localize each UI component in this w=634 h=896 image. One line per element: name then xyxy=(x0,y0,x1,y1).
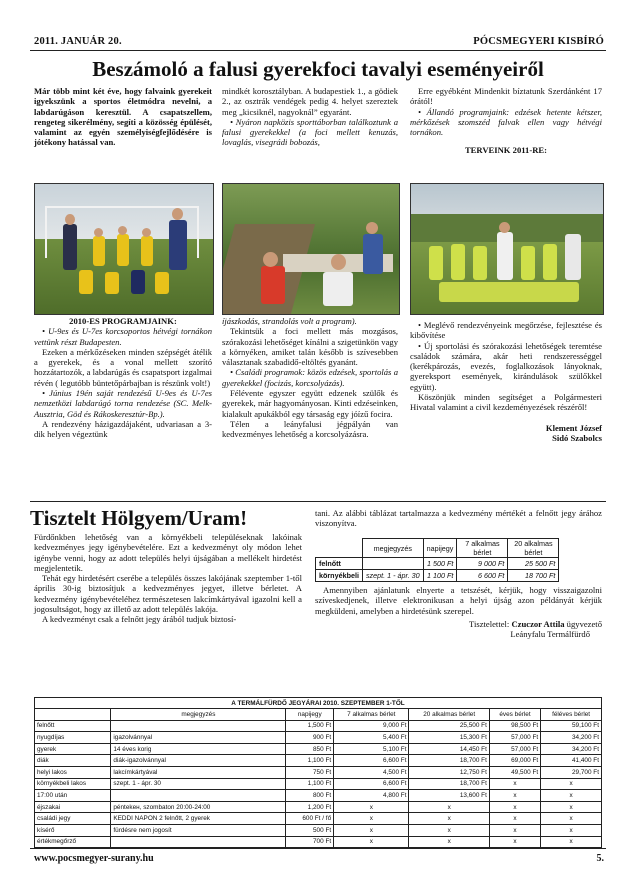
small-cell: 1 100 Ft xyxy=(423,570,457,582)
signature-1: Klement József xyxy=(545,422,602,433)
site-url: www.pocsmegyer-surany.hu xyxy=(34,853,154,864)
price-table-cell: x xyxy=(334,836,409,848)
price-table-cell: x xyxy=(409,824,489,836)
signature-2: Sidó Szabolcs xyxy=(552,432,602,443)
col2-p1: íjászkodás, strandolás volt a program). xyxy=(222,316,357,326)
small-cell: felnőtt xyxy=(316,558,363,570)
price-table-cell: környékbeli lakos xyxy=(35,778,111,790)
footer-rule xyxy=(30,848,606,849)
price-table-row xyxy=(35,720,602,732)
photo-players xyxy=(410,183,604,315)
price-table-cell: 900 Ft xyxy=(286,732,334,744)
price-table-row xyxy=(35,778,602,790)
letter-p3: A kedvezményt csak a felnőtt jegy árából tudjuk biztosí- xyxy=(42,614,237,625)
small-th-1: megjegyzés xyxy=(362,539,423,558)
price-table-cell: helyi lakos xyxy=(35,766,111,778)
price-table-cell: lakcímkártyával xyxy=(111,766,286,778)
price-table-cell: 34,200 Ft xyxy=(541,743,602,755)
price-table-header-cell: 7 alkalmas bérlet xyxy=(334,709,409,721)
letter-right-bottom xyxy=(315,585,602,639)
price-table-cell: 600 Ft / fő xyxy=(286,813,334,825)
price-table-cell: x xyxy=(489,824,540,836)
price-table-header-cell: éves bérlet xyxy=(489,709,540,721)
small-th-3: 7 alkalmas bérlet xyxy=(457,539,508,558)
price-table-cell: diák xyxy=(35,755,111,767)
price-table-cell: 9,000 Ft xyxy=(334,720,409,732)
letter-p5: Amennyiben ajánlatunk elnyerte a tetszését, kérjük, hogy visszaigazolni szíveskedjenek, illetve elektronikusan a helyi újság azon példányát kérjük megküldeni, amelyben a hirdetésünk szerepel. xyxy=(315,585,602,616)
lead-paragraph: Már több mint két éve, hogy falvaink gyerekeit igyekszünk a sportos életmódra nevelni, a labdarúgáson keresztül. A csapatszellem, rengeteg sikerélmény, segíti a közösség épülését, valamint az egyén személyiségfejlődésére is jótékony hatással van. xyxy=(34,86,212,148)
price-table-cell: 1,100 Ft xyxy=(286,755,334,767)
price-table-cell: 17:00 után xyxy=(35,790,111,802)
price-table-header xyxy=(35,709,602,721)
col2-p4: Félévente egyszer együtt edzenek szülők és gyerekek, már hagyományosan. Kinti edzéseinken, kialakult apukákból egy társaság egy jóízű focira. xyxy=(222,388,398,419)
section-rule xyxy=(30,501,606,502)
publication-name: PÓCSMEGYERI KISBÍRÓ xyxy=(473,36,604,47)
price-table-caption: A TERMÁLFÜRDŐ JEGYÁRAI 2010. SZEPTEMBER 1-TŐL xyxy=(35,698,602,709)
price-table-header-cell: megjegyzés xyxy=(111,709,286,721)
price-table-cell: gyerek xyxy=(35,743,111,755)
price-table-cell: 18,700 Ft xyxy=(409,755,489,767)
letter-title: Tisztelt Hölgyem/Uram! xyxy=(30,506,248,530)
price-table-cell: x xyxy=(334,801,409,813)
small-cell: 9 000 Ft xyxy=(457,558,508,570)
price-table-cell: 800 Ft xyxy=(286,790,334,802)
letter-signoff xyxy=(315,619,602,629)
price-table-cell: KEDDI NAPON 2 felnőtt, 2 gyerek xyxy=(111,813,286,825)
price-table-row xyxy=(35,766,602,778)
small-cell: 6 600 Ft xyxy=(457,570,508,582)
price-table-cell: 15,300 Ft xyxy=(409,732,489,744)
price-table-cell: 5,400 Ft xyxy=(334,732,409,744)
col1-p3: • Június 19én saját rendezésű U-9es és U-7es nemzetközi labdarúgó torna rendezése (SC. Melk-Ausztria, Göd és Rákoskeresztúr-Bp.). xyxy=(34,388,212,419)
programs-heading: 2010-ES PROGRAMJAINK: xyxy=(69,316,177,326)
signer-role: ügyvezető xyxy=(566,618,602,629)
letter-p4: tani. Az alábbi táblázat tartalmazza a kedvezmény mértékét a felnőtt jegy árához viszonyítva. xyxy=(315,508,602,529)
price-table-cell: értékmegőrző xyxy=(35,836,111,848)
article-lead xyxy=(34,86,212,148)
price-table-cell: éjszakai xyxy=(35,801,111,813)
price-table-cell: fürdésre nem jogosít xyxy=(111,824,286,836)
price-table-header-cell xyxy=(35,709,111,721)
price-table-cell: 14 éves korig xyxy=(111,743,286,755)
price-table-cell: nyugdíjas xyxy=(35,732,111,744)
price-table-cell xyxy=(111,836,286,848)
small-th-4: 20 alkalmas bérlet xyxy=(508,539,559,558)
price-table-cell: 6,600 Ft xyxy=(334,778,409,790)
price-table-row xyxy=(35,743,602,755)
discount-table xyxy=(315,538,559,582)
price-table-cell: x xyxy=(334,824,409,836)
price-table-cell: x xyxy=(541,778,602,790)
col2-top xyxy=(222,86,398,148)
letter-p1: Fürdőnkben lehetőség van a környékbeli településeknak lakóinak kedvezményes jegy igénybevételére. Ezt a kedvezményt oly módon lehet igénybe venni, hogy az adott település helyi újságában a mellékelt hirdetést megjelentetik. xyxy=(34,532,302,573)
letter-right-top xyxy=(315,508,602,529)
price-table-cell: 29,700 Ft xyxy=(541,766,602,778)
col1-lower xyxy=(34,316,212,440)
price-table-cell: 49,500 Ft xyxy=(489,766,540,778)
col2-top-b: • Nyáron napközis sporttáborban találkoztunk a falusi gyerekekkel (a foci mellett kenuzás, lovaglás, visegrádi bobozás, xyxy=(222,116,398,148)
price-table-cell: x xyxy=(489,813,540,825)
price-table-cell: 750 Ft xyxy=(286,766,334,778)
price-table-cell: x xyxy=(409,801,489,813)
price-table-cell: 69,000 Ft xyxy=(489,755,540,767)
col2-p5: Télen a leányfalusi jégpályán van kedvezményes lehetőség a korcsolyázásra. xyxy=(222,418,398,440)
price-table-cell: 57,000 Ft xyxy=(489,743,540,755)
price-table-cell: 13,600 Ft xyxy=(409,790,489,802)
price-table-cell: 500 Ft xyxy=(286,824,334,836)
price-table-cell: 59,100 Ft xyxy=(541,720,602,732)
price-table-cell: igazolvánnyal xyxy=(111,732,286,744)
article-title: Beszámoló a falusi gyerekfoci tavalyi eseményeiről xyxy=(92,57,544,81)
price-table-cell: x xyxy=(334,813,409,825)
price-table-cell: 12,750 Ft xyxy=(409,766,489,778)
price-table-cell: x xyxy=(541,824,602,836)
photo-team xyxy=(34,183,214,315)
header-rule xyxy=(30,50,606,51)
price-table-cell xyxy=(111,720,286,732)
company-name: Leányfalu Termálfürdő xyxy=(510,629,590,640)
small-th-2: napijegy xyxy=(423,539,457,558)
small-cell: 18 700 Ft xyxy=(508,570,559,582)
col1-p1: • U-9es és U-7es korcsoportos hétvégi tornákon vettünk részt Budapesten. xyxy=(34,326,212,347)
price-table-cell: diák-igazolvánnyal xyxy=(111,755,286,767)
price-table-cell: kísérő xyxy=(35,824,111,836)
price-table-cell: x xyxy=(541,836,602,848)
price-table-cell: 18,700 Ft xyxy=(409,778,489,790)
price-table-cell: családi jegy xyxy=(35,813,111,825)
price-table-cell: 57,000 Ft xyxy=(489,732,540,744)
price-table-cell: 34,200 Ft xyxy=(541,732,602,744)
price-table-cell: x xyxy=(409,813,489,825)
price-table-cell: szept. 1 - ápr. 30 xyxy=(111,778,286,790)
col3-p2: • Új sportolási és szórakozási lehetőségek teremtése családok számára, akár heti rendszerességgel (kerékpározás, evezés, foglalkozások lányoknak, gyereksport események, kirándulások szülőkkel együtt). xyxy=(410,340,602,392)
price-table-cell: 4,800 Ft xyxy=(334,790,409,802)
signer-name: Czuczor Attila xyxy=(511,618,565,629)
photo-camp xyxy=(222,183,400,315)
price-table-cell: 850 Ft xyxy=(286,743,334,755)
col3-p3: Köszönjük minden segítséget a Polgármesteri Hivatal valamint a civil kezdeményezések részéről! xyxy=(410,392,602,413)
col3-top-a: Erre egyébként Mindenkit bíztatunk Szerdánként 17 órától! xyxy=(410,86,602,107)
col2-lower xyxy=(222,316,398,440)
price-table-row xyxy=(35,790,602,802)
issue-date: 2011. JANUÁR 20. xyxy=(34,36,122,47)
price-table-cell: 6,600 Ft xyxy=(334,755,409,767)
price-table xyxy=(34,697,602,848)
price-table-cell: x xyxy=(489,790,540,802)
price-table-row xyxy=(35,801,602,813)
col3-top xyxy=(410,86,602,156)
price-table-cell: x xyxy=(489,801,540,813)
price-table-row xyxy=(35,824,602,836)
small-cell xyxy=(362,558,423,570)
small-cell: 25 500 Ft xyxy=(508,558,559,570)
col3-p1: • Meglévő rendezvényeink megőrzése, fejlesztése és kibővítése xyxy=(410,320,602,341)
price-table-cell: 1,100 Ft xyxy=(286,778,334,790)
price-table-cell: x xyxy=(409,836,489,848)
price-table-cell: péntekeн, szombaton 20:00-24:00 xyxy=(111,801,286,813)
page-number: 5. xyxy=(596,853,604,864)
col1-p4: A rendezvény házigazdájaként, udvariasan a 3-dik helyen végeztünk xyxy=(34,418,212,440)
plans-heading: TERVEINK 2011-RE: xyxy=(464,145,548,156)
price-table-cell: x xyxy=(489,836,540,848)
price-table-cell: 1,200 Ft xyxy=(286,801,334,813)
letter-left-column xyxy=(34,532,302,625)
price-table-cell: felnőtt xyxy=(35,720,111,732)
price-table-cell: 98,500 Ft xyxy=(489,720,540,732)
letter-p2: Tehát egy hirdetésért cserébe a település összes lakójának szeptember 1-től április 30-ig biztosítjuk a kedvezményes jegyet, illetve bérletet. A kedvezmény igénybevételéhez természetesen lakcímkártyával igazolni kell a jogosultságot, hogy az illető az adott település lakója. xyxy=(34,573,302,615)
col3-lower xyxy=(410,320,602,443)
price-table-cell: 700 Ft xyxy=(286,836,334,848)
price-table-cell: 1,500 Ft xyxy=(286,720,334,732)
price-table-cell: x xyxy=(541,801,602,813)
price-table-row xyxy=(35,836,602,848)
price-table-cell xyxy=(111,790,286,802)
col1-p2: Ezeken a mérkőzéseken minden szépségét átélik a gyerekek, és a vonal mellett szorító hozzátartozók, a labdarúgás és csapatsport izgalmai révén ( legutóbb büntetőpárbajban is részünk volt!) xyxy=(34,346,212,388)
price-table-row xyxy=(35,755,602,767)
col2-p2: Tekintsük a foci mellett más mozgásos, szórakozási lehetőséget kínálni a szigetünkön vagy a környéken, amiket talán később is szívesebben választanak szabadidő-eltöltés gyanánt. xyxy=(222,326,398,368)
price-table-header-cell: féléves bérlet xyxy=(541,709,602,721)
price-table-cell: x xyxy=(489,778,540,790)
price-table-cell: 14,450 Ft xyxy=(409,743,489,755)
col2-p3: • Családi programok: közös edzések, sportolás a gyerekekkel (focizás, korcsolyázás). xyxy=(222,367,398,388)
regards-label: Tisztelettel: xyxy=(469,618,510,629)
small-cell: környékbeli xyxy=(316,570,363,582)
price-table-cell: 5,100 Ft xyxy=(334,743,409,755)
price-table-cell: x xyxy=(541,790,602,802)
col2-top-a: mindkét korosztályban. A budapestiek 1., a gödiek 2., az osztrák vendégek pedig 4. helyet szereztek meg „kicsiknél, nagyoknál” egyaránt. xyxy=(222,86,398,117)
price-table-cell: x xyxy=(541,813,602,825)
price-table-cell: 25,500 Ft xyxy=(409,720,489,732)
price-table-cell: 41,400 Ft xyxy=(541,755,602,767)
small-th-0 xyxy=(316,539,363,558)
price-table-row xyxy=(35,813,602,825)
small-cell: szept. 1 - ápr. 30 xyxy=(362,570,423,582)
price-table-header-cell: 20 alkalmas bérlet xyxy=(409,709,489,721)
price-table-header-cell: napijegy xyxy=(286,709,334,721)
price-table-row xyxy=(35,732,602,744)
price-table-cell: 4,500 Ft xyxy=(334,766,409,778)
small-cell: 1 500 Ft xyxy=(423,558,457,570)
col3-top-b: • Állandó programjaink: edzések hetente kétszer, mérkőzések szomszéd falvak ellen vagy hétvégi tornákon. xyxy=(410,106,602,138)
